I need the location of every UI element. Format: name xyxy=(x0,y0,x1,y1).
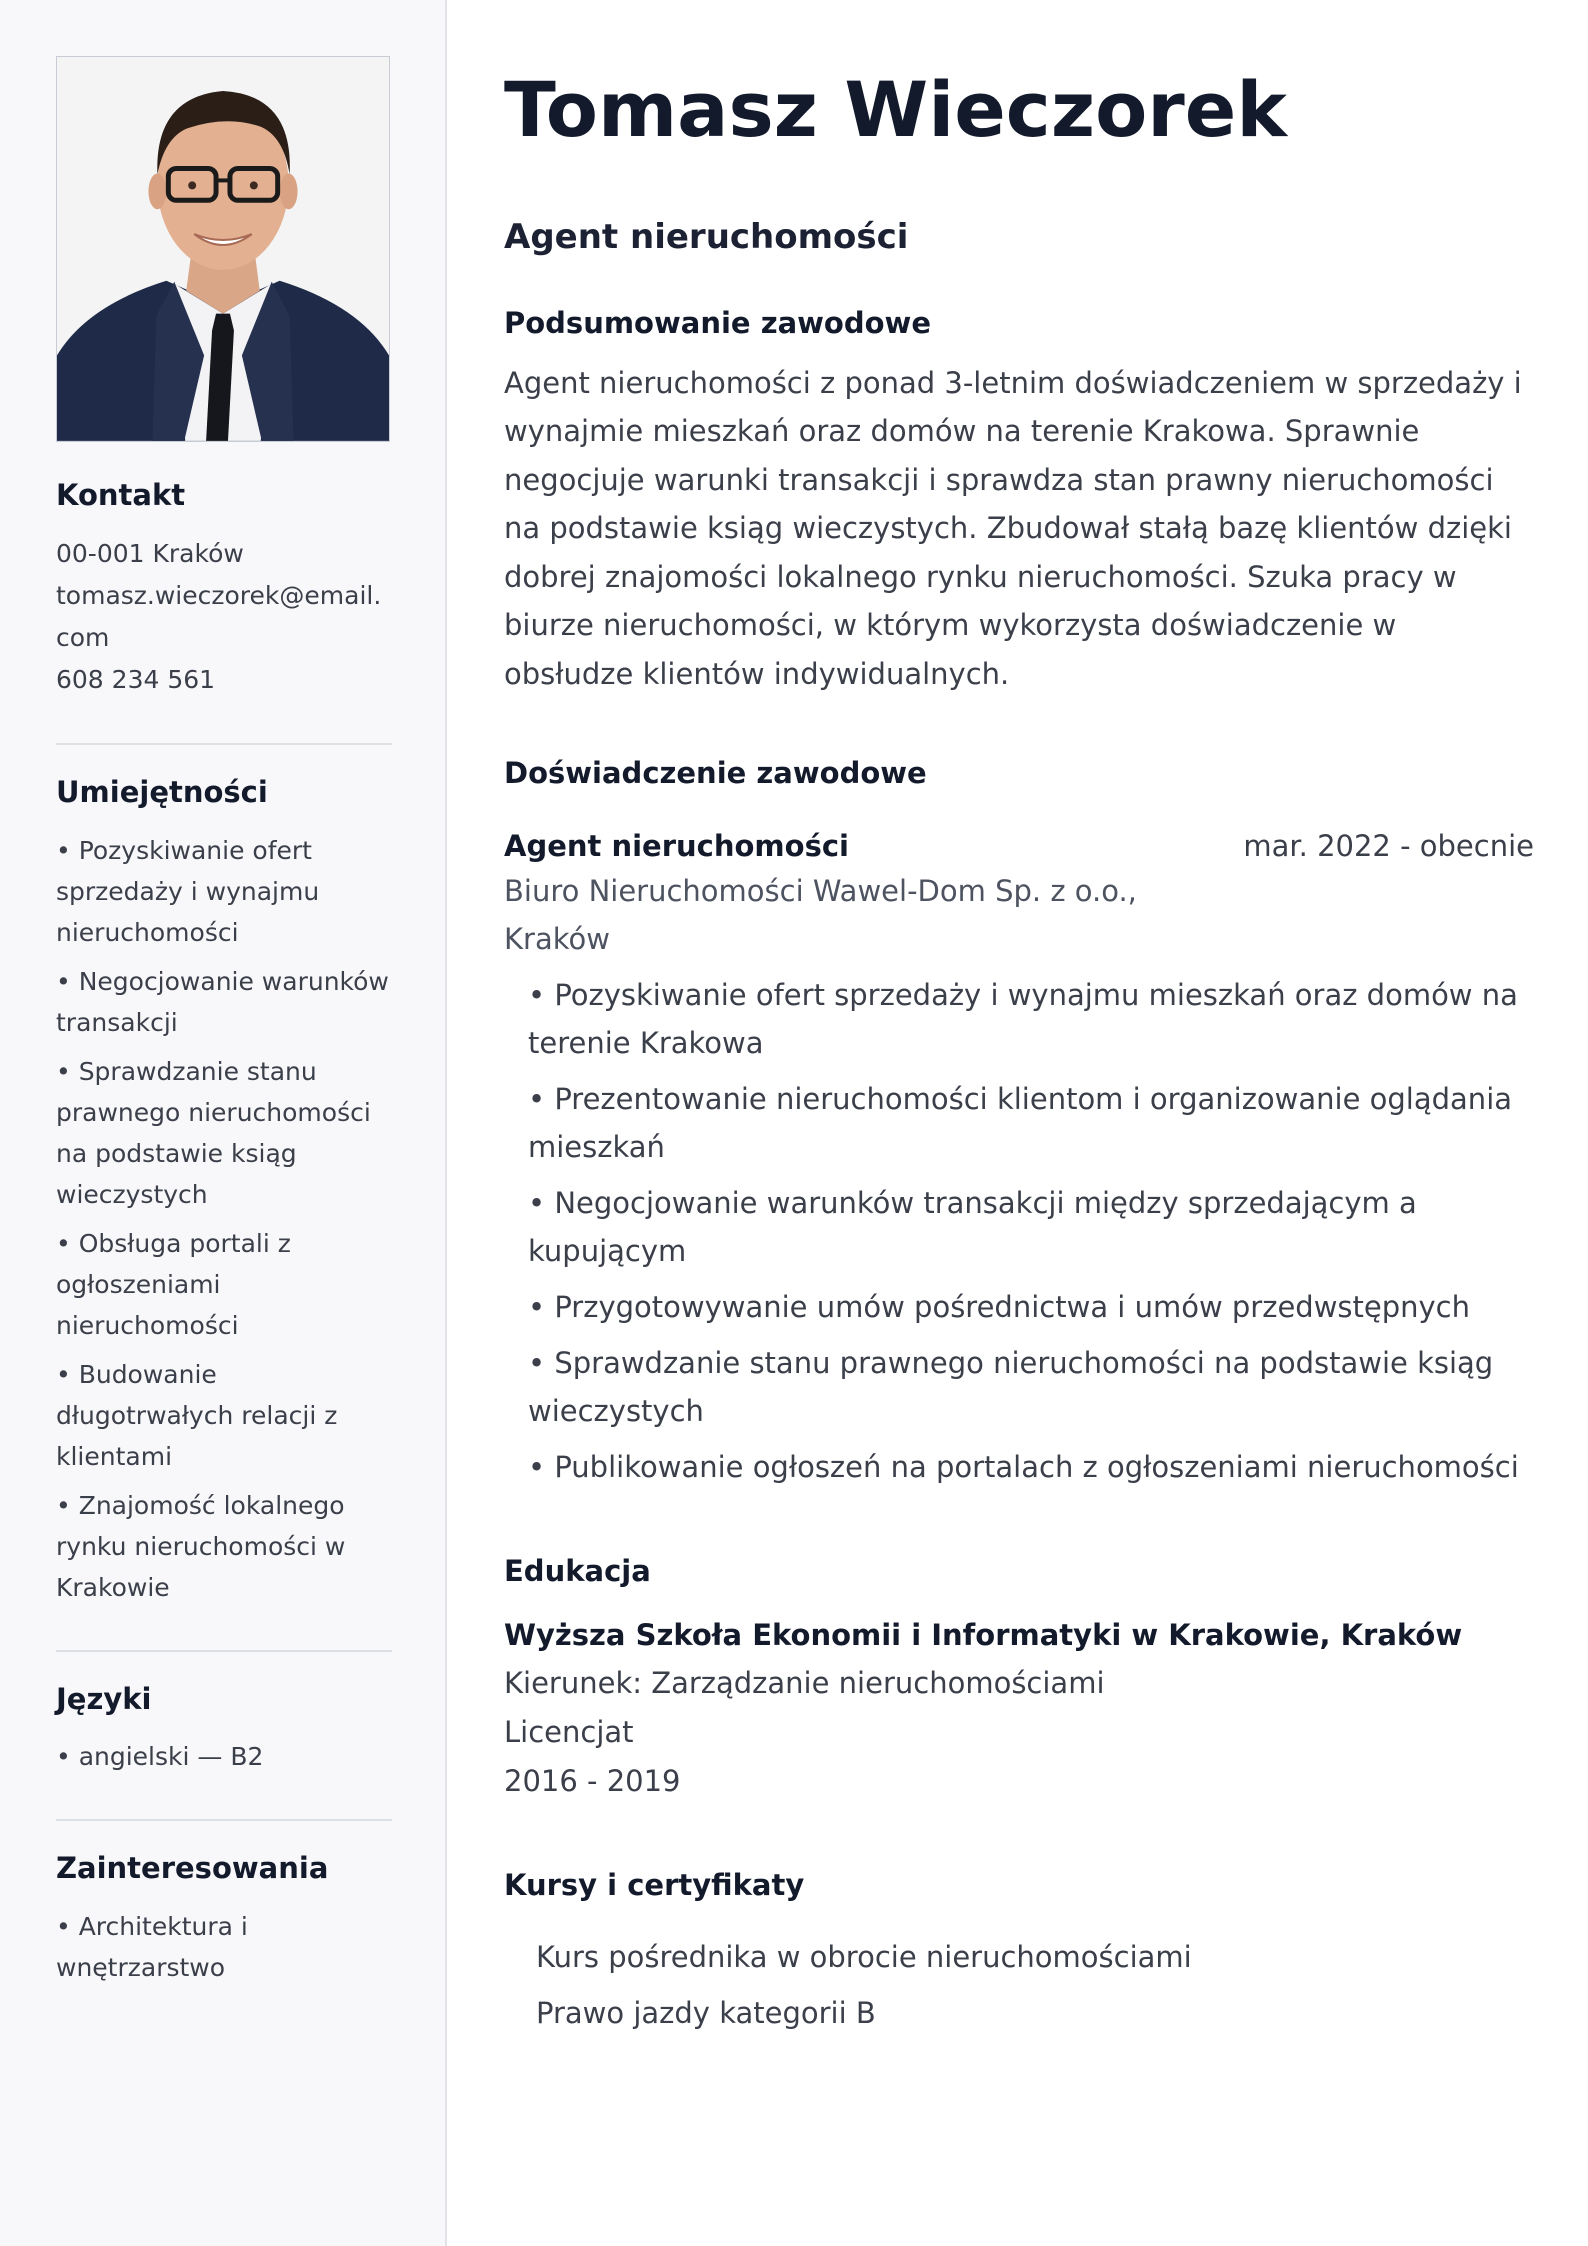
sidebar-divider xyxy=(56,743,392,745)
course-item: Kurs pośrednika w obrocie nieruchomościami xyxy=(536,1939,1192,1974)
sidebar xyxy=(0,0,447,2246)
responsibility-item: • Prezentowanie nieruchomości klientom i organizowanie oglądania mieszkań xyxy=(528,1081,1513,1164)
sidebar-divider xyxy=(56,1650,392,1652)
skill-item: • Negocjowanie warunków transakcji xyxy=(56,966,389,1037)
responsibility-item: • Sprawdzanie stanu prawnego nieruchomości na podstawie ksiąg wieczystych xyxy=(528,1345,1494,1428)
courses-section xyxy=(504,1868,1534,2041)
role-dates: mar. 2022 - obecnie xyxy=(1243,828,1534,863)
contact-address: 00-001 Kraków xyxy=(56,538,244,568)
summary-text: Agent nieruchomości z ponad 3-letnim doświadczeniem w sprzedaży i wynajmie mieszkań oraz domów na terenie Krakowa. Sprawnie negocjuje warunki transakcji i sprawdza stan prawny nieruchomości na podstawie ksiąg wieczystych. Zbudował stałą bazę klientów dzięki dobrej znajomości lokalnego rynku nieruchomości. Szuka pracy w biurze nieruchomości, w którym wykorzysta doświadczenie w obsłudze klientów indywidualnych. xyxy=(504,365,1522,691)
company-name: Biuro Nieruchomości Wawel-Dom Sp. z o.o., xyxy=(504,873,1137,908)
skill-item: • Pozyskiwanie ofert sprzedaży i wynajmu nieruchomości xyxy=(56,835,320,947)
company-city: Kraków xyxy=(504,921,610,956)
role-title: Agent nieruchomości xyxy=(504,828,849,863)
education-field: Kierunek: Zarządzanie nieruchomościami xyxy=(504,1665,1105,1700)
responsibility-list xyxy=(504,971,1534,1491)
education-section xyxy=(504,1554,1534,1806)
skills-heading: Umiejętności xyxy=(56,774,268,809)
skill-item: • Obsługa portali z ogłoszeniami nieruchomości xyxy=(56,1228,291,1340)
skill-item: • Budowanie długotrwałych relacji z klientami xyxy=(56,1359,338,1471)
role-row xyxy=(504,829,1534,863)
experience-heading: Doświadczenie zawodowe xyxy=(504,756,927,790)
courses-heading: Kursy i certyfikaty xyxy=(504,1868,805,1902)
responsibility-item: • Publikowanie ogłoszeń na portalach z ogłoszeniami nieruchomości xyxy=(528,1449,1519,1484)
responsibility-item: • Przygotowywanie umów pośrednictwa i umów przedwstępnych xyxy=(528,1289,1471,1324)
school-name: Wyższa Szkoła Ekonomii i Informatyki w Krakowie, Kraków xyxy=(504,1617,1463,1652)
education-degree: Licencjat xyxy=(504,1714,634,1749)
skill-item: • Znajomość lokalnego rynku nieruchomości w Krakowie xyxy=(56,1490,346,1602)
interests-heading: Zainteresowania xyxy=(56,1851,329,1886)
responsibility-item: • Pozyskiwanie ofert sprzedaży i wynajmu mieszkań oraz domów na terenie Krakowa xyxy=(528,977,1518,1060)
course-item: Prawo jazdy kategorii B xyxy=(536,1995,876,2030)
language-item: • angielski — B2 xyxy=(56,1742,264,1772)
responsibility-item: • Negocjowanie warunków transakcji między sprzedającym a kupującym xyxy=(528,1185,1417,1268)
contact-heading: Kontakt xyxy=(56,478,186,512)
education-years: 2016 - 2019 xyxy=(504,1763,681,1798)
contact-phone[interactable]: 608 234 561 xyxy=(56,664,216,694)
summary-heading: Podsumowanie zawodowe xyxy=(504,306,931,340)
interest-item: • Architektura i wnętrzarstwo xyxy=(56,1912,248,1983)
skill-item: • Sprawdzanie stanu prawnego nieruchomości na podstawie ksiąg wieczystych xyxy=(56,1056,371,1209)
summary-section xyxy=(504,306,1534,698)
education-heading: Edukacja xyxy=(504,1554,651,1588)
job-title: Agent nieruchomości xyxy=(504,217,909,257)
languages-heading: Języki xyxy=(56,1681,152,1716)
contact-email[interactable]: tomasz.wieczorek@email.com xyxy=(56,580,382,652)
sidebar-divider xyxy=(56,1819,392,1821)
profile-photo xyxy=(56,56,390,442)
candidate-name: Tomasz Wieczorek xyxy=(504,65,1287,154)
experience-section xyxy=(504,756,1534,1499)
